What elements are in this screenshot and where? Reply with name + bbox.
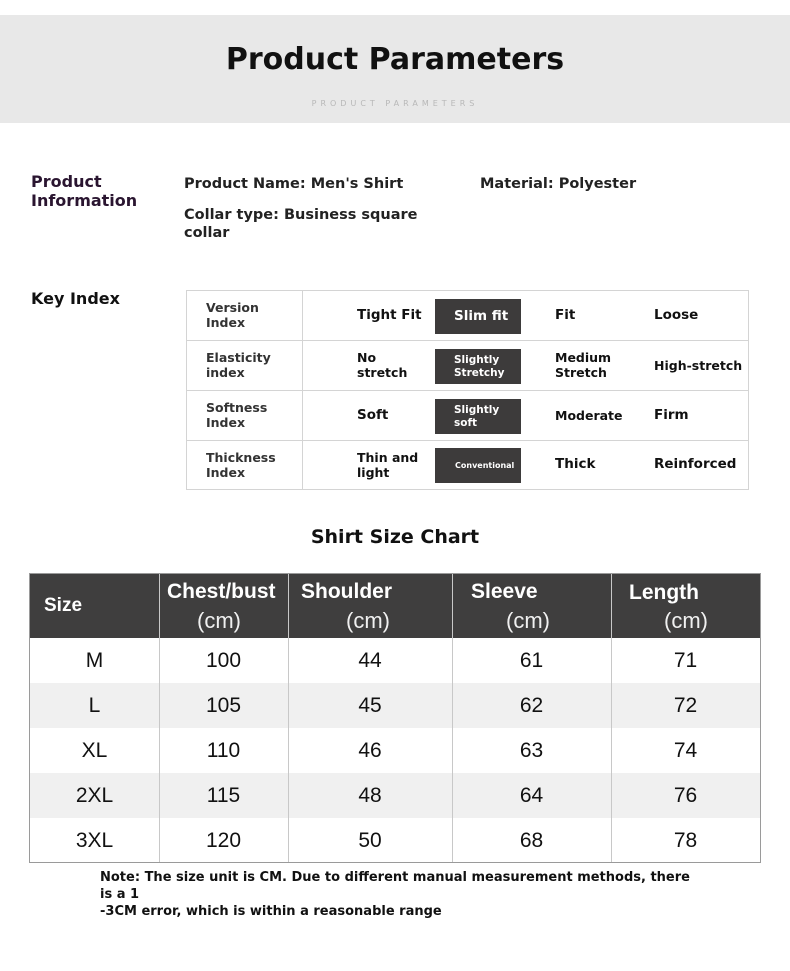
column-divider (452, 574, 453, 862)
key-option: Loose (654, 306, 699, 323)
key-option-selected: Conventional (435, 448, 521, 483)
table-cell: 62 (519, 693, 544, 717)
header-banner (0, 15, 790, 123)
header-shoulder-label: Shoulder (301, 580, 393, 603)
key-row-softness (187, 391, 748, 441)
key-option: Soft (357, 406, 389, 423)
table-cell: 64 (519, 783, 544, 807)
table-row (30, 638, 760, 683)
collar-type (184, 206, 424, 242)
table-cell: 105 (205, 693, 242, 717)
header-chest-label: Chest/bust (167, 580, 276, 603)
column-divider (288, 574, 289, 862)
header-length-label: Length (629, 581, 699, 604)
table-cell: 72 (673, 693, 698, 717)
product-material: Material: Polyester (480, 176, 637, 192)
size-chart-title: Shirt Size Chart (310, 526, 480, 548)
key-option: Firm (654, 406, 689, 423)
table-cell: 78 (673, 828, 698, 852)
table-cell: 115 (206, 783, 241, 807)
table-cell: 61 (519, 648, 544, 672)
key-option: Fit (555, 306, 576, 323)
key-index-table (186, 290, 749, 490)
collar-type-line2: collar (184, 225, 230, 241)
size-note (100, 869, 700, 920)
key-row-label: Thickness Index (187, 440, 303, 490)
table-cell: 110 (206, 738, 241, 762)
table-row (30, 683, 760, 728)
header-length-unit: (cm) (664, 608, 708, 633)
header-sleeve (452, 574, 611, 638)
table-cell: 120 (205, 828, 242, 852)
size-chart-table (29, 573, 761, 863)
header-sleeve-unit: (cm) (506, 608, 550, 633)
header-size (30, 574, 159, 638)
table-cell: 68 (519, 828, 544, 852)
header-size-label: Size (44, 595, 83, 616)
table-cell: L (88, 693, 101, 717)
page-subtitle: PRODUCT PARAMETERS (311, 99, 479, 108)
header-chest (159, 574, 288, 638)
key-option-selected: Slightly soft (435, 399, 521, 434)
product-name: Product Name: Men's Shirt (184, 176, 404, 192)
key-row-thickness (187, 440, 748, 490)
collar-type-line1: Collar type: Business square (184, 207, 418, 223)
table-cell: 50 (358, 828, 382, 852)
table-row (30, 773, 760, 818)
key-option: High-stretch (654, 357, 743, 373)
table-cell: 100 (205, 648, 242, 672)
table-cell: 45 (358, 693, 382, 717)
key-row-label: Elasticity index (187, 341, 303, 390)
key-option: Thick (555, 456, 596, 473)
key-option-selected: Slightly Stretchy (435, 349, 521, 384)
header-sleeve-label: Sleeve (471, 580, 538, 603)
column-divider (611, 574, 612, 862)
key-option: Moderate (555, 407, 623, 423)
table-cell: 46 (358, 738, 382, 762)
header-shoulder (288, 574, 452, 638)
table-row (30, 818, 760, 863)
page-title: Product Parameters (225, 42, 565, 77)
table-cell: 48 (358, 783, 382, 807)
table-cell: 44 (358, 648, 382, 672)
header-length (611, 574, 760, 638)
table-cell: 76 (673, 783, 698, 807)
header-shoulder-unit: (cm) (346, 608, 390, 633)
size-note-line1: Note: The size unit is CM. Due to different manual measurement methods, there is a 1 (100, 870, 690, 902)
size-note-line2: -3CM error, which is within a reasonable range (100, 904, 442, 919)
size-chart-header (30, 574, 760, 638)
key-option-selected: Slim fit (435, 299, 521, 334)
header-chest-unit: (cm) (197, 608, 241, 633)
key-option: Reinforced (654, 456, 737, 473)
table-cell: 63 (519, 738, 544, 762)
key-row-version (187, 291, 748, 341)
key-index-label: Key Index (31, 289, 120, 308)
table-cell: 74 (673, 738, 698, 762)
table-cell: 71 (673, 648, 698, 672)
key-option: Tight Fit (357, 306, 422, 323)
key-row-label: Softness Index (187, 391, 303, 440)
column-divider (159, 574, 160, 862)
table-cell: M (85, 648, 104, 672)
key-row-label: Version Index (187, 291, 303, 340)
key-option: Medium Stretch (555, 350, 612, 381)
product-info-label: Product Information (31, 172, 138, 210)
table-row (30, 728, 760, 773)
key-row-elasticity (187, 341, 748, 391)
table-cell: 3XL (75, 828, 114, 852)
table-cell: 2XL (75, 783, 114, 807)
key-option: Thin and light (357, 449, 419, 480)
key-option: No stretch (357, 350, 408, 381)
table-cell: XL (81, 738, 108, 762)
